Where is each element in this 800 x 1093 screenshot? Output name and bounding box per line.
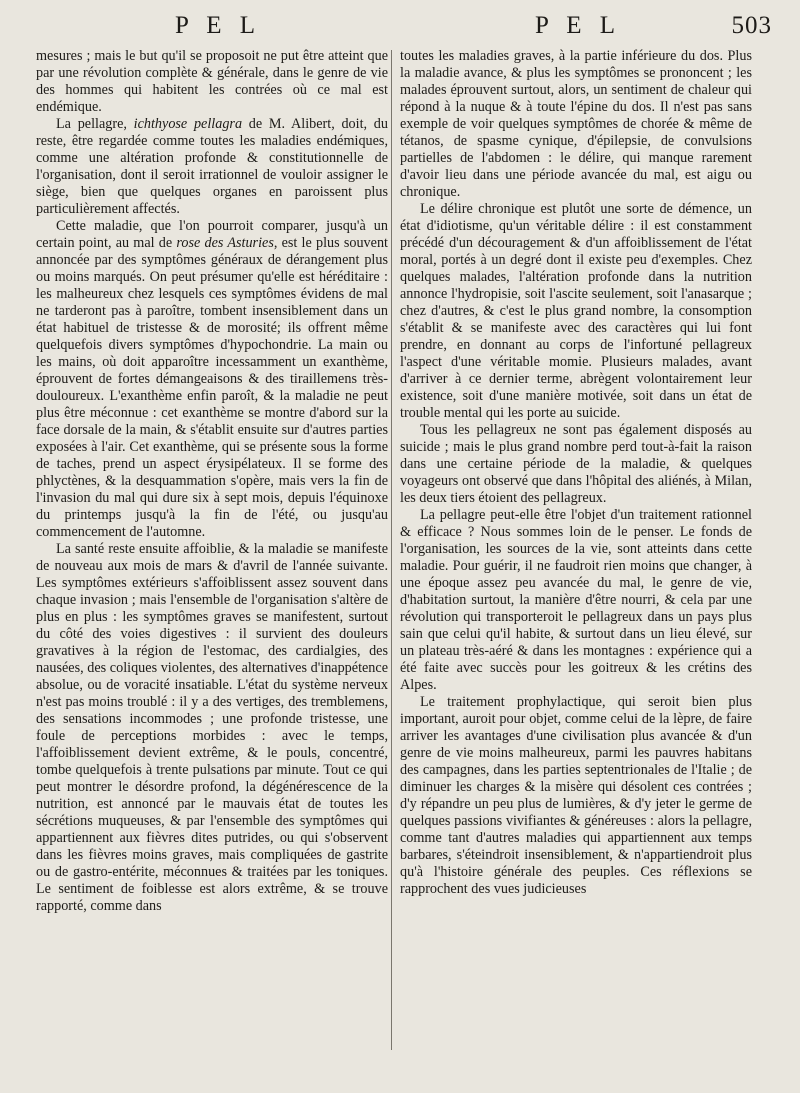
paragraph: Le délire chronique est plutôt une sorte de démence, un état d'idiotisme, qu'un véritable délire : il est constamment précédé d'un découragement & d'un affoiblissement de l'état moral, portés à un degré dont il existe peu d'exemples. Chez quelques malades, l'altération profonde dans la nutrition annonce l'hydropisie, soit l'ascite seulement, soit l'anasarque ; chez d'autres, & c'est le plus grand nombre, la consomption s'établit & se manifeste avec des caractères qui lui font prendre, en donnant au corps de l'infortuné pellagreux l'aspect d'une véritable momie. Plusieurs malades, avant d'arriver à ce dernier terme, abrègent volontairement leur existence, soit d'une manière motivée, soit dans un état de trouble mental qui les porte au suicide. xyxy=(400,201,752,421)
header-left-word: P E L xyxy=(175,12,262,39)
paragraph-text: de M. Alibert, doit, du reste, être regardée comme toutes les maladies endémiques, comme une altération profonde & constitutionnelle de l'organisation, dont il seroit irrationnel de vouloir assigner le siège, bien que quelques organes en paroissent plus particulièrement affectés. xyxy=(36,116,388,217)
header-right-word: P E L xyxy=(535,12,622,39)
running-header xyxy=(40,12,780,44)
right-column xyxy=(400,48,752,898)
paragraph: Tous les pellagreux ne sont pas également disposés au suicide ; mais le plus grand nombre perd tout-à-fait la raison dans une certaine période de la maladie, & quelques voyageurs ont observé que dans l'hôpital des aliénés, à Milan, les deux tiers étoient des pellagreux. xyxy=(400,422,752,506)
paragraph-text: , est le plus souvent annoncée par des symptômes généraux de dérangement plus ou moins marqués. On peut présumer qu'elle est héréditaire : les malheureux chez lesquels ces symptômes évidens de mal ne tarderont pas à paroître, tombent insensiblement dans un état habituel de tristesse & de morosité; ils offrent même quelquefois divers symptômes d'hypochondrie. La main ou les mains, où doit apparoître incessamment un exanthème, éprouvent de fortes démangeaisons & des tiraillemens très-douloureux. L'exanthème enfin paroît, & la maladie ne peut plus être méconnue : cet exanthème se montre d'abord sur la face dorsale de la main, & s'établit ensuite sur d'autres parties exposées à l'air. Cet exanthème, qui se présente sous la forme de taches, prend un aspect érysipélateux. Il se forme des phlyctènes, & la desquammation s'opère, mais vers la fin de l'invasion du mal qui dure six à sept mois, depuis l'équinoxe du printemps jusqu'à la fin de l'été, ou jusqu'au commencement de l'automne. xyxy=(36,235,388,540)
paragraph: La santé reste ensuite affoiblie, & la maladie se manifeste de nouveau aux mois de mars & d'avril de l'année suivante. Les symptômes extérieurs s'affoiblissent assez souvent dans chaque invasion ; mais l'ensemble de l'organisation s'altère de plus en plus : les symptômes graves se manifestent, surtout du côté des voies digestives : il survient des douleurs gravatives à la région de l'estomac, des cardialgies, des nausées, des coliques violentes, des alternatives d'inappétence absolue, ou de voracité insatiable. L'état du système nerveux n'est pas moins troublé : il y a des vertiges, des tremblemens, des sensations incommodes ; une profonde tristesse, une foule de perceptions morbides : avec le temps, l'affoiblissement devient extrême, & le pouls, concentré, tombe quelquefois à trente pulsations par minute. Tout ce qui peut montrer le désordre profond, la dégénérescence de la nutrition, est annoncé par le mauvais état de toutes les sécrétions muqueuses, & par l'ensemble des symptômes qui appartiennent aux fièvres dites putrides, ou qui s'observent dans les fièvres moins graves, mais compliquées de gastrite ou de gastro-entérite, méconnues & traitées par les toniques. Le sentiment de foiblesse est alors extrême, & se trouve rapporté, comme dans xyxy=(36,541,388,914)
paragraph xyxy=(36,218,388,541)
column-divider xyxy=(391,50,392,1050)
paragraph xyxy=(36,116,388,218)
paragraph: toutes les maladies graves, à la partie inférieure du dos. Plus la maladie avance, & plus les symptômes se prononcent ; les malades éprouvent surtout, alors, un sentiment de chaleur qui répond à la nuque & à toute l'épine du dos. Il n'est pas sans exemple de voir quelques symptômes de chorée & même de tétanos, de spasme cynique, d'épilepsie, de convulsions partielles de l'abdomen : le délire, qui manque rarement d'avoir lieu dans une période avancée du mal, est aigu ou chronique. xyxy=(400,48,752,200)
paragraph: La pellagre peut-elle être l'objet d'un traitement rationnel & efficace ? Nous sommes loin de le penser. Le fonds de l'organisation, les sources de la vie, sont atteints dans cette maladie. Pour guérir, il ne faudroit rien moins que changer, à une époque assez peu avancée du mal, le genre de vie, d'habitation surtout, la manière d'être nourri, & cela par une révolution qui transporteroit le pellagreux dans un pays plus sain que celui qu'il habite, & surtout dans un lieu élevé, sur un plateau très-aéré & dans les montagnes : expérience qui a été faite avec succès pour les goitreux & les crétins des Alpes. xyxy=(400,507,752,693)
paragraph-text: Cette maladie, que l'on pourroit comparer, jusqu'à un certain point, au mal de xyxy=(36,218,388,251)
paragraph-text: La pellagre, xyxy=(56,116,134,132)
italic-term: ichthyose pellagra xyxy=(133,116,243,132)
italic-term: rose des Asturies xyxy=(176,235,274,251)
paragraph: mesures ; mais le but qu'il se proposoit ne put être atteint que par une révolution complète & générale, dans le genre de vie des hommes qui habitent les contrées où ce mal est endémique. xyxy=(36,48,388,115)
page-number: 503 xyxy=(731,12,772,39)
paragraph: Le traitement prophylactique, qui seroit bien plus important, auroit pour objet, comme celui de la lèpre, de faire arriver les avantages d'une civilisation plus avancée & d'un genre de vie moins malheureux, parmi les pauvres habitans des campagnes, dans les parties septentrionales de l'Italie ; de diminuer les charges & la misère qui désolent ces contrées ; d'y répandre un peu plus de lumières, & d'y jeter le germe de quelques passions vivifiantes & généreuses : alors la pellagre, comme tant d'autres maladies qui appartiennent aux temps barbares, s'éteindroit insensiblement, & n'appartiendroit plus qu'à l'histoire générale des peuples. Ces réflexions se rapprochent des vues judicieuses xyxy=(400,694,752,897)
left-column xyxy=(36,48,388,915)
